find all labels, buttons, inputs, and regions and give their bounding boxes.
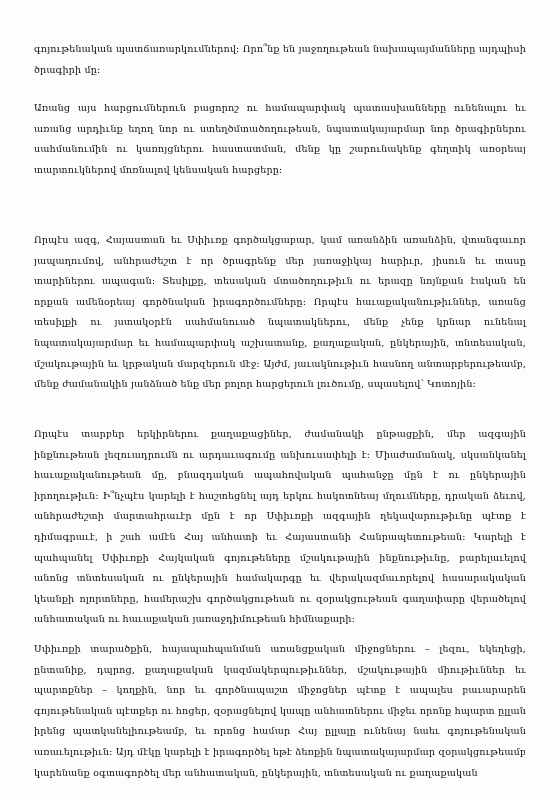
paragraph-1: գոյութենական պատճառարկումներով: Որո՞նք են յաջողութեան նախապայմանները այդպիսի ծրագիրի մը: bbox=[34, 44, 526, 76]
paragraph-4: Որպէս տարբեր երկիրներու քաղաքացիներ, ժամանակի ընթացքին, մեր ազգային ինքնութեան լեզուադրումն ու արդաւագումը անխուսափելի է: Միաժամանակ, սկսանկանել հաւաքականութեան մը, բնազդական ապահովական պահանջը մըն է ու ընկերային իրողութիւն: Ի՞նչպէս կարելի է հաշտեցնել այդ երկու հակոտնեայ մղումները, դրական ձեւով, անհրաժեշտի մարտահրաւէր մըն է որ Սփիւռքի ազգային ղեկավարութիւնը պէտք է դիմագրաւէ, ի շահ ամէն Հայ անհատի եւ Հայաստանի Հանրապետութեան: Կարելի է պահպանել Սփիւռքի Հայկական գոյութեները մշակութային ինքնութիւնը, բարելաւելով անոնց տնտեսական ու ընկերային համակարգը եւ վերակազմաւորելով հասարակական կեանքի ոլորտները, համերաշխ գործակցութեան ու զօրակցութեան գաղափարը վերածելով անհատական ու հաւաքական յառաջդիմութեան հիմնաքարի: bbox=[34, 429, 526, 626]
paragraph-3: Որպէս ազգ, Հայաստան եւ Սփիւռք գործակցաբար, կամ առանձին առանձին, վտանգաւոր յապաղումով, անհրաժեշտ է որ ծրագրենք մեր յառաջիկայ հարիւր, յիսուն եւ տասը տարիներու ապագան: Տեսիլքը, տեսական մտածողութիւն ու երազը նոյնքան էական են որքան ամենօրեայ գործնական իրագործումները: Որպէս հաւաքականութիւններ, առանց տեսիլքի ու յստակօրէն սահմանուած նպատակներու, մենք չենք կրնար ունենալ նպատակայարմար եւ համապարփակ աշխատանք, քաղաքական, ընկերային, տնտեսական, մշակութային եւ կրթական մարզերուն մէջ: Այժմ, յաւակնութիւն հասնող անտարբերութեամբ, մենք ժամանակին յանձնած ենք մեր բոլոր հարցերուն լուծումը, սպասելով՝ Կոտոյին: bbox=[34, 235, 526, 391]
paragraph-2: Առանց այս հարցումներուն բացորոշ ու համապարփակ պատասխանները ունենալու եւ առանց արդիւնք եղող նոր ու ստեղծմտածողութեան, նպատակայարմար նոր ծրագիրներու սահմանումին ու կառոյցներու հաստատման, մենք կը շարունակենք գեղտիկ առօրեայ տարտուկներով մոռնալով կենսական հարցերը: bbox=[34, 103, 526, 176]
paragraph-5: Սփիւռքի տարածքին, հայապահպանման առանցքական միջոցներու – լեզու, եկեղեցի, ընտանիք, դպրոց, քաղաքական կազմակերպութիւններ, մշակութային միութիւններ եւ պարտքներ – կողքին, նոր եւ գործնապաշտ միջոցներ պէտք է ապալես բաւարարեն գոյութենական պէտքեր ու հոցեր, զօրացնելով կապը անհատներու միջեւ որոնք հպարտ ըլլան իրենց պատկանելիութեամբ, եւ որոնց համար Հայ ըլլալը ունենայ նաեւ գոյութենական առաւելութիւն: Այդ մէկը կարելի է իրագործել եթէ ձեռքին նպատակայարմար զօրակցութեամբ կարենանք օգտագործել մեր անհատական, ընկերային, տնտեսական ու քաղաքական bbox=[34, 644, 526, 779]
